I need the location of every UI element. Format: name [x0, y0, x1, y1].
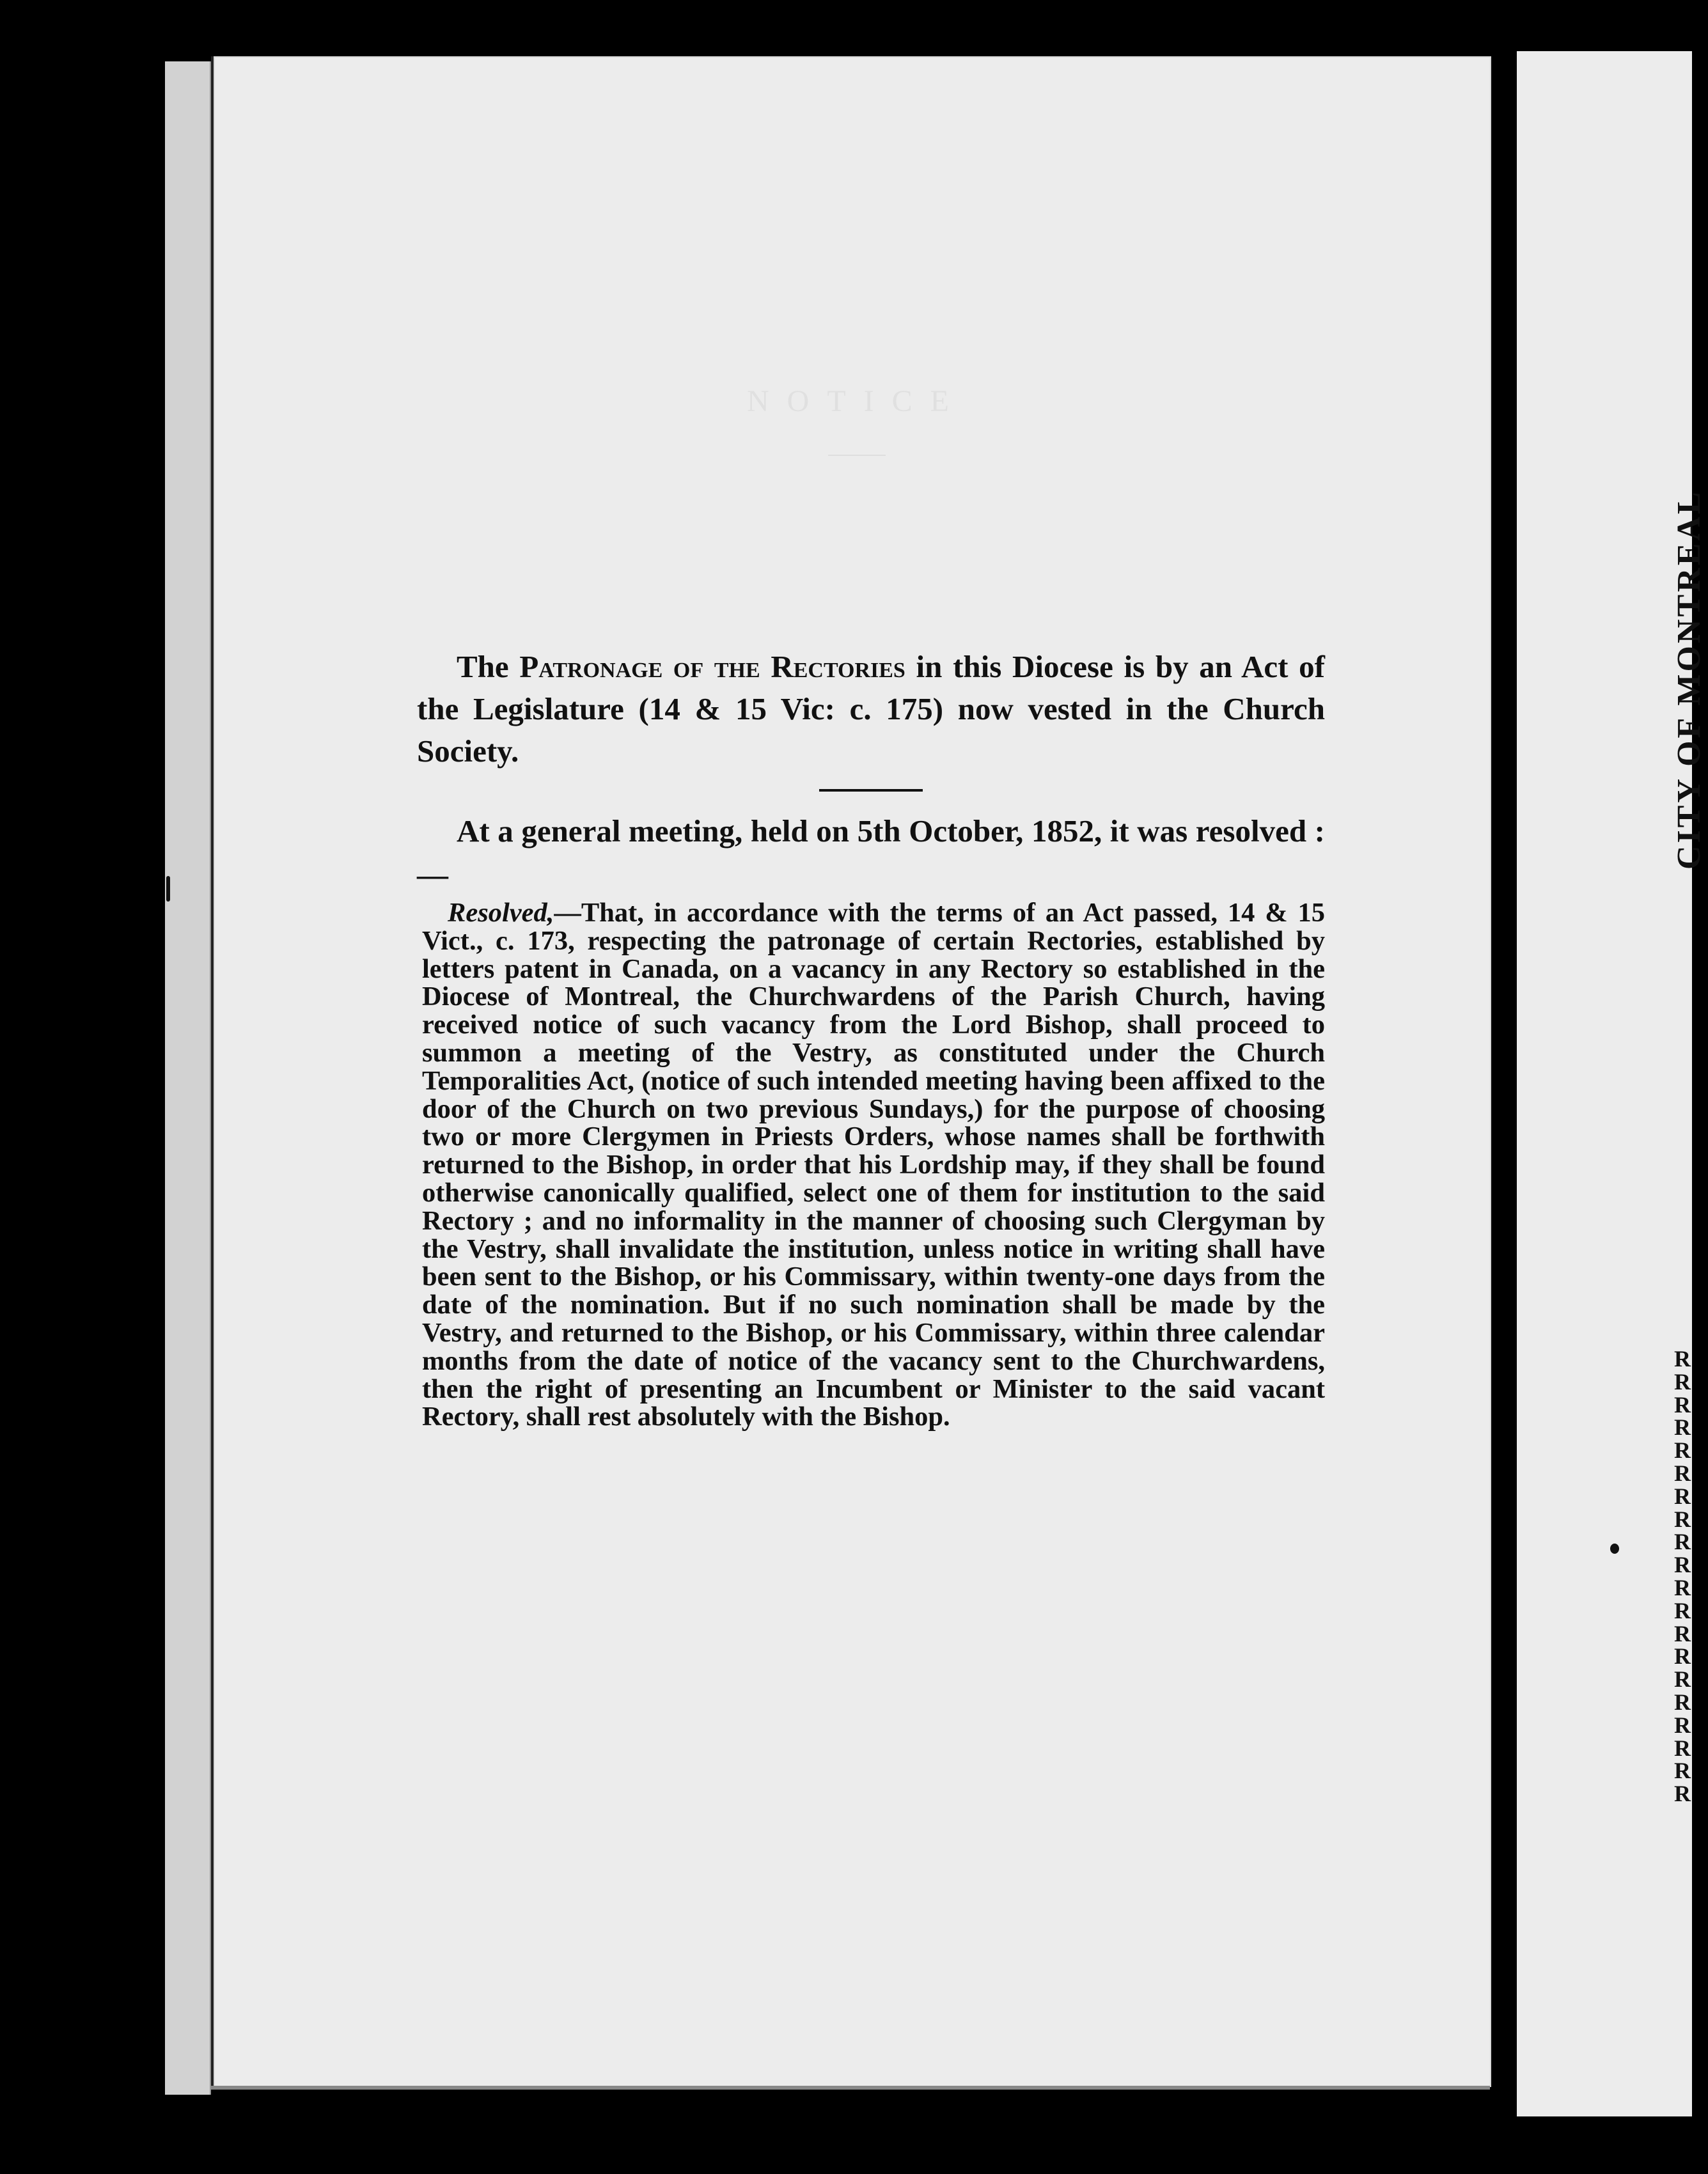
adjacent-page [1517, 51, 1692, 2116]
adjacent-row-initials [1674, 1348, 1691, 1806]
adjacent-row-initial: R [1674, 1574, 1691, 1600]
bleed-through-title: NOTICE [747, 384, 967, 418]
patronage-small-caps: Patronage of the Rectories [519, 649, 905, 684]
adjacent-running-head: CITY OF MONTREAL [1671, 489, 1707, 870]
ink-speck [1610, 1544, 1619, 1554]
adjacent-row-initial: R [1674, 1666, 1691, 1693]
intro-rest: in this Diocese is by an Act of the Legislature (14 & 15 Vic: c. 175) now vested in the Church Society. [417, 649, 1326, 769]
bleed-through-rule [828, 455, 886, 456]
adjacent-row-initial: R [1674, 1597, 1691, 1623]
meeting-paragraph: At a general meeting, held on 5th October, 1852, it was resolved :— [417, 813, 1325, 892]
resolved-label: Resolved, [448, 898, 554, 928]
adjacent-row-initial: R [1674, 1346, 1691, 1372]
resolution-text: —That, in accordance with the terms of an Act passed, 14 & 15 Vict., c. 173, respecting the patronage of certain Rectories, established by letters patent in Canada, on a vacancy in any Rectory so established in the Diocese of Montreal, the Churchwardens of the Parish Church, having received notice of such vacancy from the Lord Bishop, shall proceed to summon a meeting of the Vestry, as constituted under the Church Temporalities Act, (notice of such intended meeting having been affixed to the door of the Church on two previous Sundays,) for the purpose of choosing two or more Clergymen in Priests Orders, whose names shall be forthwith returned to the Bishop, in order that his Lordship may, if they shall be found otherwise canonically qualified, select one of them for institution to the said Rectory ; and no informality in the manner of choosing such Clergyman by the Vestry, shall invalidate the institution, unless notice in writing shall have been sent to the Bishop, or his Commissary, within twenty-one days from the date of the nomination. But if no such nomination shall be made by the Vestry, and returned to the Bishop, or his Commissary, within three calendar months from the date of notice of the vacancy sent to the Churchwardens, then the right of presenting an Incumbent or Minister to the said vacant Rectory, shall rest absolutely with the Bishop. [422, 898, 1325, 1432]
adjacent-row-initial: R [1674, 1552, 1691, 1578]
separator-rule [819, 789, 923, 792]
page-bottom-edge [211, 2086, 1490, 2090]
adjacent-row-initial: R [1674, 1781, 1691, 1807]
adjacent-row-initial: R [1674, 1735, 1691, 1761]
adjacent-row-initial: R [1674, 1391, 1691, 1418]
adjacent-row-initial: R [1674, 1483, 1691, 1509]
adjacent-row-initial: R [1674, 1529, 1691, 1555]
adjacent-row-initial: R [1674, 1689, 1691, 1715]
bleed-through-text [409, 384, 1305, 492]
adjacent-row-initial: R [1674, 1414, 1691, 1441]
adjacent-row-initial: R [1674, 1368, 1691, 1395]
intro-lead: The [457, 649, 520, 684]
adjacent-row-initial: R [1674, 1712, 1691, 1738]
page-text [417, 646, 1325, 1431]
margin-mark [166, 876, 170, 902]
previous-page-edge [165, 61, 211, 2095]
adjacent-row-initial: R [1674, 1620, 1691, 1646]
adjacent-row-initial: R [1674, 1643, 1691, 1670]
patronage-paragraph [417, 646, 1325, 772]
adjacent-row-initial: R [1674, 1506, 1691, 1532]
adjacent-row-initial: R [1674, 1437, 1691, 1464]
resolution-paragraph [422, 899, 1325, 1431]
adjacent-row-initial: R [1674, 1758, 1691, 1784]
adjacent-row-initial: R [1674, 1460, 1691, 1486]
